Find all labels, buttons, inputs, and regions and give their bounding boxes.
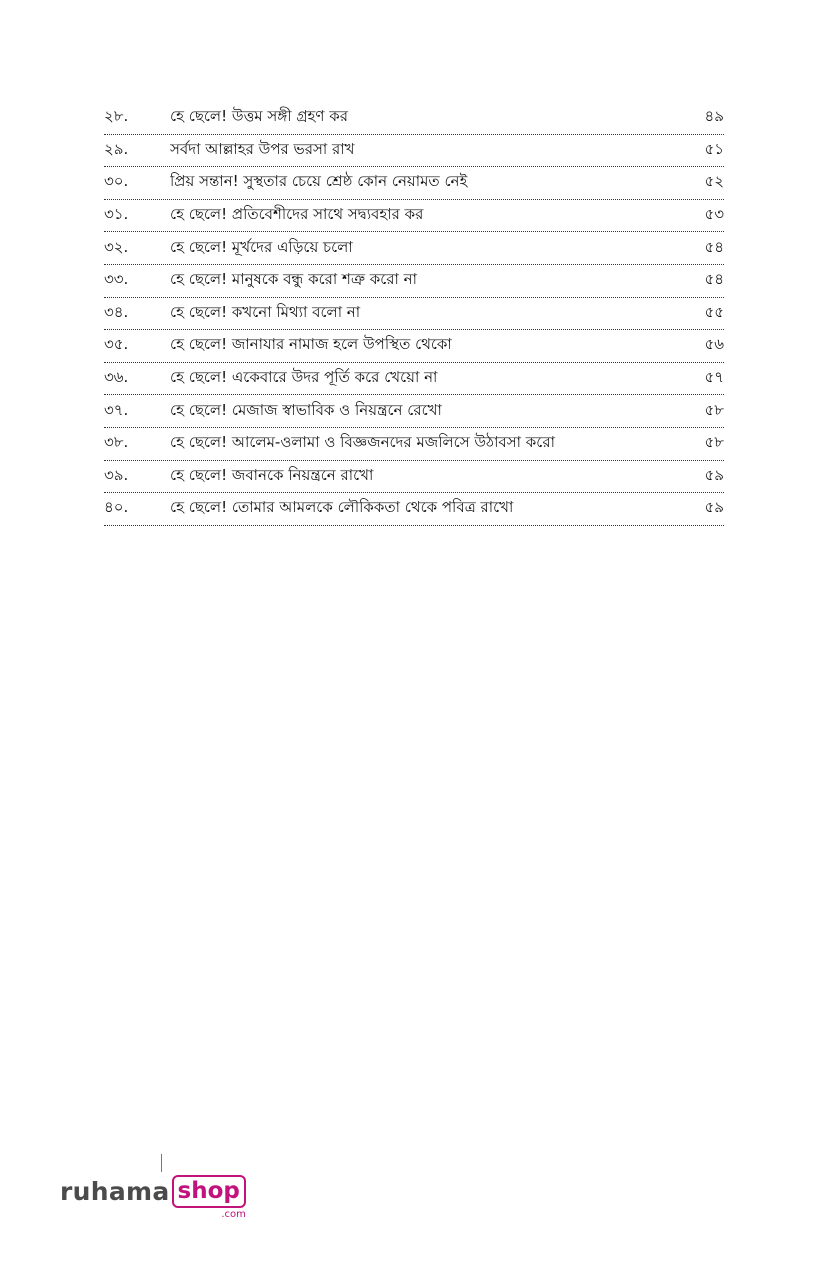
toc-number: ৩১. — [104, 205, 129, 224]
logo-divider — [161, 1154, 162, 1172]
toc-page-number: ৫৯ — [704, 465, 724, 484]
toc-page-number: ৫৩ — [704, 205, 724, 224]
toc-title: হে ছেলে! মানুষকে বন্ধু করো শত্রু করো না — [170, 270, 417, 289]
toc-title: হে ছেলে! মেজাজ স্বাভাবিক ও নিয়ন্ত্রনে রেখো — [170, 400, 442, 419]
toc-number: ৩৪. — [104, 302, 129, 321]
toc-title: হে ছেলে! জবানকে নিয়ন্ত্রনে রাখো — [170, 465, 374, 484]
toc-number: ৩৭. — [104, 400, 129, 419]
toc-row — [104, 330, 724, 363]
toc-row — [104, 265, 724, 298]
toc-number: ৩৮. — [104, 433, 129, 452]
toc-title: হে ছেলে! উত্তম সঙ্গী গ্রহণ কর — [170, 107, 349, 126]
toc-row — [104, 232, 724, 265]
toc-title: হে ছেলে! আলেম-ওলামা ও বিজ্ঞজনদের মজলিসে উঠাবসা করো — [170, 433, 555, 452]
toc-number: ২৯. — [104, 139, 129, 158]
toc-number: ২৮. — [104, 107, 129, 126]
toc-page-number: ৫৪ — [704, 237, 724, 256]
logo-text-shop: shop — [172, 1175, 246, 1208]
toc-page-number: ৫৫ — [704, 302, 724, 321]
table-of-contents — [104, 102, 724, 526]
toc-number: ৩০. — [104, 172, 129, 191]
toc-row — [104, 493, 724, 526]
toc-title: হে ছেলে! তোমার আমলকে লৌকিকতা থেকে পবিত্র রাখো — [170, 498, 514, 517]
toc-number: ৩৯. — [104, 465, 129, 484]
toc-row — [104, 102, 724, 135]
toc-page-number: ৫৪ — [704, 270, 724, 289]
toc-title: প্রিয় সন্তান! সুস্থতার চেয়ে শ্রেষ্ঠ কোন নেয়ামত নেই — [170, 172, 468, 191]
toc-row — [104, 363, 724, 396]
toc-page-number: ৫১ — [704, 139, 724, 158]
logo-text-ruhama: ruhama — [60, 1177, 170, 1206]
toc-title: সর্বদা আল্লাহর উপর ভরসা রাখ — [170, 139, 355, 158]
toc-number: ৩৫. — [104, 335, 129, 354]
ruhamashop-logo — [60, 1175, 246, 1221]
toc-row — [104, 298, 724, 331]
toc-page-number: ৫৮ — [704, 433, 724, 452]
toc-number: ৩৩. — [104, 270, 129, 289]
logo-shop-group — [172, 1175, 246, 1221]
toc-page-number: ৪৯ — [704, 107, 724, 126]
toc-title: হে ছেলে! মূর্খদের এড়িয়ে চলো — [170, 237, 353, 256]
toc-title: হে ছেলে! একেবারে উদর পূর্তি করে খেয়ো না — [170, 368, 438, 387]
toc-page-number: ৫৭ — [704, 368, 724, 387]
toc-row — [104, 395, 724, 428]
toc-number: ৩২. — [104, 237, 129, 256]
toc-page-number: ৫৮ — [704, 400, 724, 419]
toc-title: হে ছেলে! কখনো মিথ্যা বলো না — [170, 302, 361, 321]
logo-text-com: .com — [221, 1209, 246, 1220]
toc-number: ৩৬. — [104, 368, 129, 387]
toc-row — [104, 461, 724, 494]
toc-title: হে ছেলে! প্রতিবেশীদের সাথে সদ্ব্যবহার কর — [170, 205, 424, 224]
toc-page-number: ৫৬ — [704, 335, 724, 354]
toc-number: ৪০. — [104, 498, 129, 517]
toc-page-number: ৫২ — [704, 172, 724, 191]
toc-title: হে ছেলে! জানাযার নামাজ হলে উপস্থিত থেকো — [170, 335, 452, 354]
toc-row — [104, 135, 724, 168]
toc-row — [104, 167, 724, 200]
toc-page-number: ৫৯ — [704, 498, 724, 517]
toc-row — [104, 428, 724, 461]
toc-row — [104, 200, 724, 233]
